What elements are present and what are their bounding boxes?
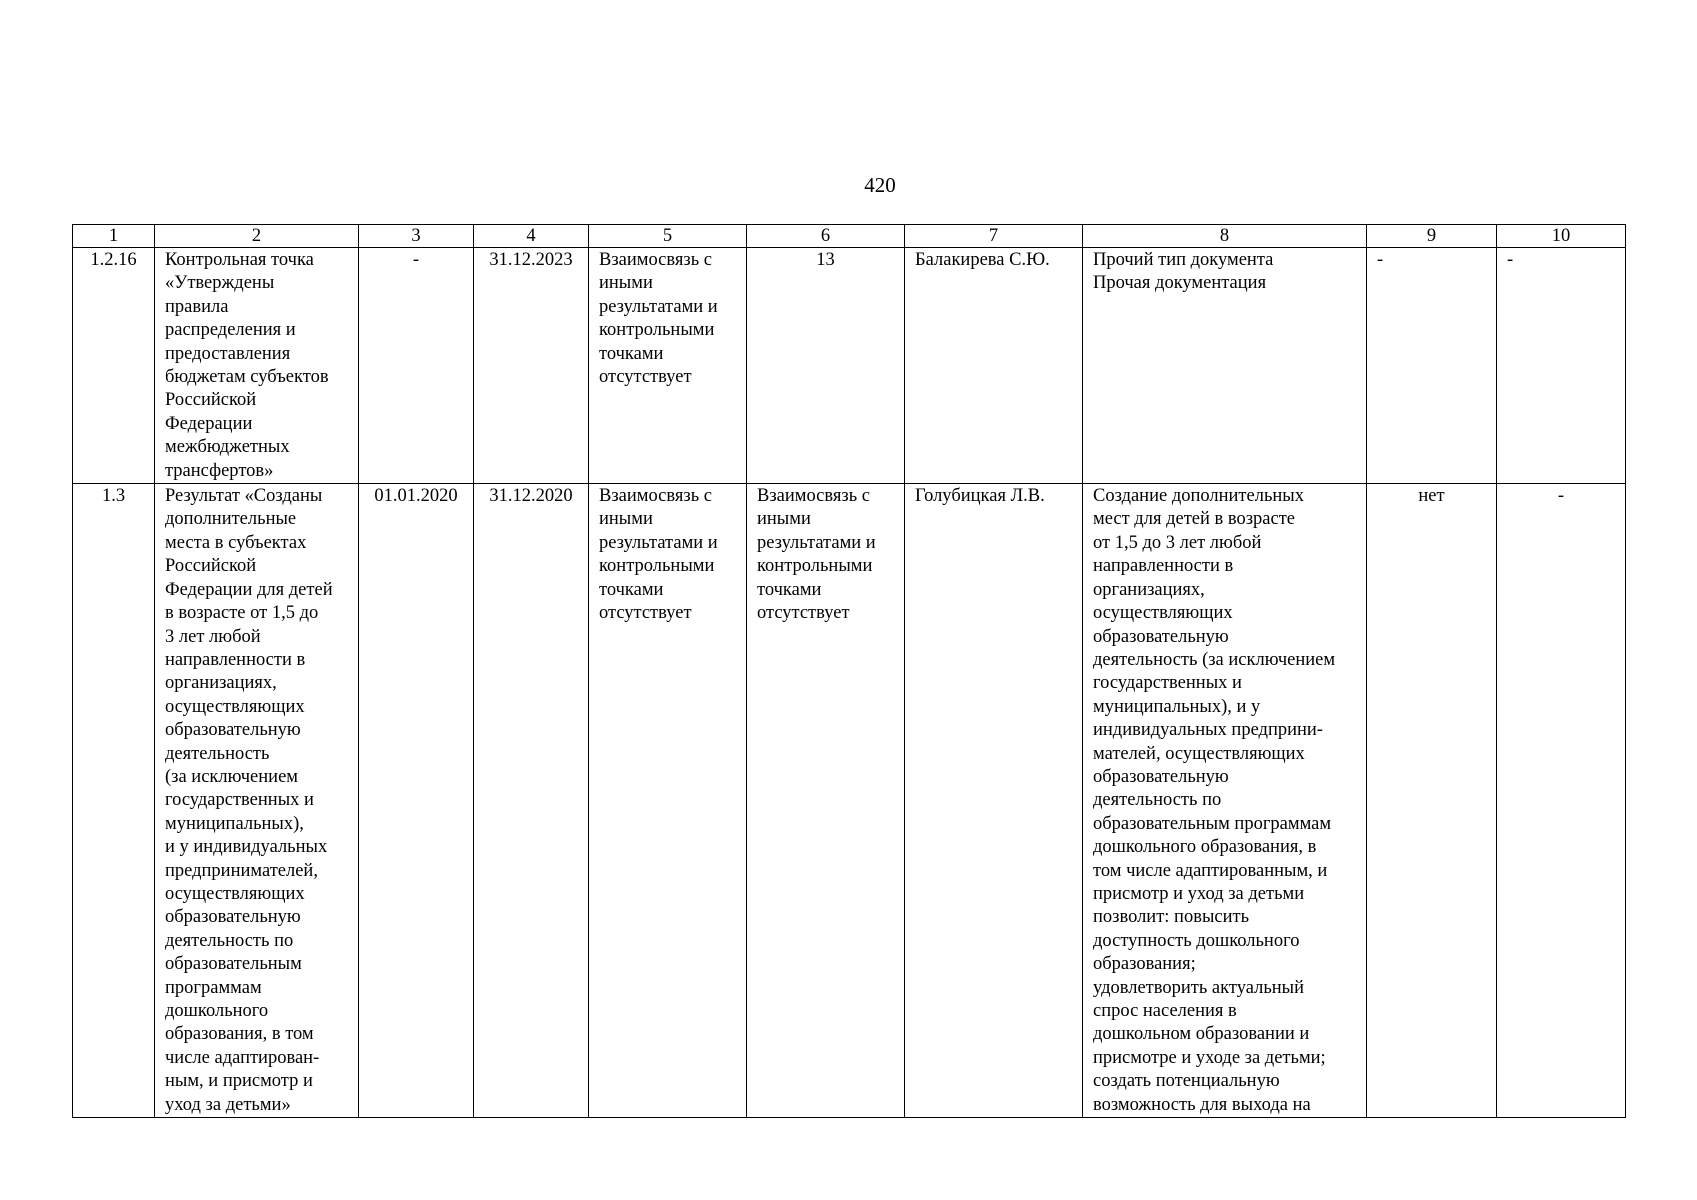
cell-text-line: образования; <box>1093 954 1196 975</box>
predecessors-cell <box>589 484 747 1118</box>
column-header-5: 5 <box>589 225 747 248</box>
cell-text-line: 3 лет любой <box>165 626 261 647</box>
cell-text-line: осуществляющих <box>1093 603 1233 624</box>
start-date-cell: 01.01.2020 <box>359 484 474 1118</box>
cell-text-line: межбюджетных <box>165 437 290 458</box>
cell-text-line: места в субъектах <box>165 532 307 553</box>
cell-text-line: направленности в <box>1093 556 1234 577</box>
cell-text-line: Российской <box>165 390 257 411</box>
cell-text-line: «Утверждены <box>165 273 275 294</box>
cell-text-line: организациях, <box>165 673 277 694</box>
name-cell <box>155 248 359 484</box>
table-row <box>73 248 1626 484</box>
extra-cell: - <box>1497 484 1626 1118</box>
cell-text-line: результатами и <box>599 296 718 317</box>
cell-text-line: государственных и <box>1093 673 1242 694</box>
cell-text-line: Российской <box>165 556 257 577</box>
cell-text-line: Федерации <box>165 413 253 434</box>
cell-text-line: доступность дошкольного <box>1093 930 1300 951</box>
cell-text-line: Прочий тип документа <box>1093 250 1274 270</box>
cell-text-line: Прочая документация <box>1093 273 1267 294</box>
cell-text-line: спрос населения в <box>1093 1001 1237 1021</box>
extra-cell: - <box>1497 248 1626 484</box>
cell-text-line: дошкольном образовании и <box>1093 1024 1310 1045</box>
cell-text-line: результатами и <box>599 532 718 553</box>
cell-text-line: государственных и <box>165 790 314 811</box>
end-date-cell: 31.12.2020 <box>474 484 589 1118</box>
cell-text-line: присмотре и уходе за детьми; <box>1093 1047 1326 1068</box>
cell-text-line: контрольными <box>599 556 715 577</box>
end-date-cell: 31.12.2023 <box>474 248 589 484</box>
cell-text-line: муниципальных), <box>165 813 304 834</box>
cell-text-line: осуществляющих <box>165 696 305 717</box>
start-date-cell: - <box>359 248 474 484</box>
cell-text-line: иными <box>599 273 653 294</box>
cell-text-line: Контрольная точка <box>165 250 314 270</box>
cell-text-line: деятельность по <box>1093 790 1222 811</box>
cell-text-line: отсутствует <box>599 367 692 388</box>
cell-text-line: деятельность <box>165 743 270 764</box>
system-cell: - <box>1367 248 1497 484</box>
document-table <box>72 224 1626 1118</box>
cell-text-line: точками <box>599 579 664 600</box>
column-header-9: 9 <box>1367 225 1497 248</box>
cell-text-line: и у индивидуальных <box>165 837 328 858</box>
successors-cell: 13 <box>747 248 905 484</box>
cell-text-line: предоставления <box>165 343 291 364</box>
cell-text-line: Взаимосвязь с <box>599 250 712 270</box>
cell-text-line: образовательную <box>165 907 301 928</box>
cell-text-line: трансфертов» <box>165 460 274 481</box>
responsible-cell: Голубицкая Л.В. <box>905 484 1083 1118</box>
cell-text-line: программам <box>165 977 262 998</box>
cell-text-line: образовательную <box>165 720 301 741</box>
cell-text-line: от 1,5 до 3 лет любой <box>1093 532 1262 553</box>
cell-text-line: Взаимосвязь с <box>757 486 870 507</box>
cell-text-line: Федерации для детей <box>165 579 333 600</box>
document-type-cell <box>1083 248 1367 484</box>
cell-text-line: точками <box>757 579 822 600</box>
column-header-3: 3 <box>359 225 474 248</box>
cell-text-line: позволит: повысить <box>1093 907 1250 928</box>
row-number-cell: 1.2.16 <box>73 248 155 484</box>
cell-text-line: бюджетам субъектов <box>165 367 329 388</box>
cell-text-line: числе адаптирован- <box>165 1047 320 1068</box>
cell-text-line: иными <box>757 509 811 530</box>
column-number-row <box>73 225 1626 248</box>
column-header-1: 1 <box>73 225 155 248</box>
cell-text-line: образовательную <box>1093 626 1229 647</box>
cell-text-line: ным, и присмотр и <box>165 1071 313 1092</box>
cell-text-line: образовательным программам <box>1093 813 1332 834</box>
cell-text-line: образовательную <box>1093 766 1229 787</box>
cell-text-line: удовлетворить актуальный <box>1093 977 1304 998</box>
description-cell <box>1083 484 1367 1118</box>
cell-text-line: контрольными <box>757 556 873 577</box>
cell-text-line: отсутствует <box>757 603 850 624</box>
cell-text-line: организациях, <box>1093 579 1205 600</box>
cell-text-line: уход за детьми» <box>165 1094 291 1115</box>
cell-text-line: контрольными <box>599 320 715 341</box>
cell-text-line: создать потенциальную <box>1093 1071 1280 1092</box>
cell-text-line: присмотр и уход за детьми <box>1093 883 1305 904</box>
cell-text-line: иными <box>599 509 653 530</box>
cell-text-line: отсутствует <box>599 603 692 624</box>
cell-text-line: распределения и <box>165 320 296 341</box>
cell-text-line: Результат «Созданы <box>165 486 323 507</box>
cell-text-line: возможность для выхода на <box>1093 1094 1311 1115</box>
column-header-2: 2 <box>155 225 359 248</box>
table-row <box>73 484 1626 1118</box>
cell-text-line: предпринимателей, <box>165 860 318 881</box>
successors-cell <box>747 484 905 1118</box>
column-header-6: 6 <box>747 225 905 248</box>
cell-text-line: мателей, осуществляющих <box>1093 743 1305 764</box>
cell-text-line: образования, в том <box>165 1024 314 1045</box>
cell-text-line: направленности в <box>165 649 306 670</box>
cell-text-line: осуществляющих <box>165 883 305 904</box>
cell-text-line: деятельность по <box>165 930 294 951</box>
cell-text-line: дошкольного <box>165 1001 269 1021</box>
column-header-8: 8 <box>1083 225 1367 248</box>
cell-text-line: мест для детей в возрасте <box>1093 509 1296 530</box>
cell-text-line: том числе адаптированным, и <box>1093 860 1328 881</box>
cell-text-line: индивидуальных предприни- <box>1093 720 1323 741</box>
page-number: 420 <box>864 173 896 197</box>
cell-text-line: Взаимосвязь с <box>599 486 712 507</box>
cell-text-line: (за исключением <box>165 766 298 787</box>
column-header-10: 10 <box>1497 225 1626 248</box>
cell-text-line: результатами и <box>757 532 876 553</box>
column-header-7: 7 <box>905 225 1083 248</box>
cell-text-line: дополнительные <box>165 509 297 530</box>
cell-text-line: деятельность (за исключением <box>1093 649 1336 670</box>
system-cell: нет <box>1367 484 1497 1118</box>
cell-text-line: образовательным <box>165 954 302 975</box>
row-number-cell: 1.3 <box>73 484 155 1118</box>
cell-text-line: правила <box>165 296 229 317</box>
cell-text-line: точками <box>599 343 664 364</box>
responsible-cell: Балакирева С.Ю. <box>905 248 1083 484</box>
cell-text-line: дошкольного образования, в <box>1093 837 1317 858</box>
cell-text-line: муниципальных), и у <box>1093 696 1261 717</box>
cell-text-line: Создание дополнительных <box>1093 486 1304 507</box>
cell-text-line: в возрасте от 1,5 до <box>165 603 319 624</box>
column-header-4: 4 <box>474 225 589 248</box>
name-cell <box>155 484 359 1118</box>
predecessors-cell <box>589 248 747 484</box>
